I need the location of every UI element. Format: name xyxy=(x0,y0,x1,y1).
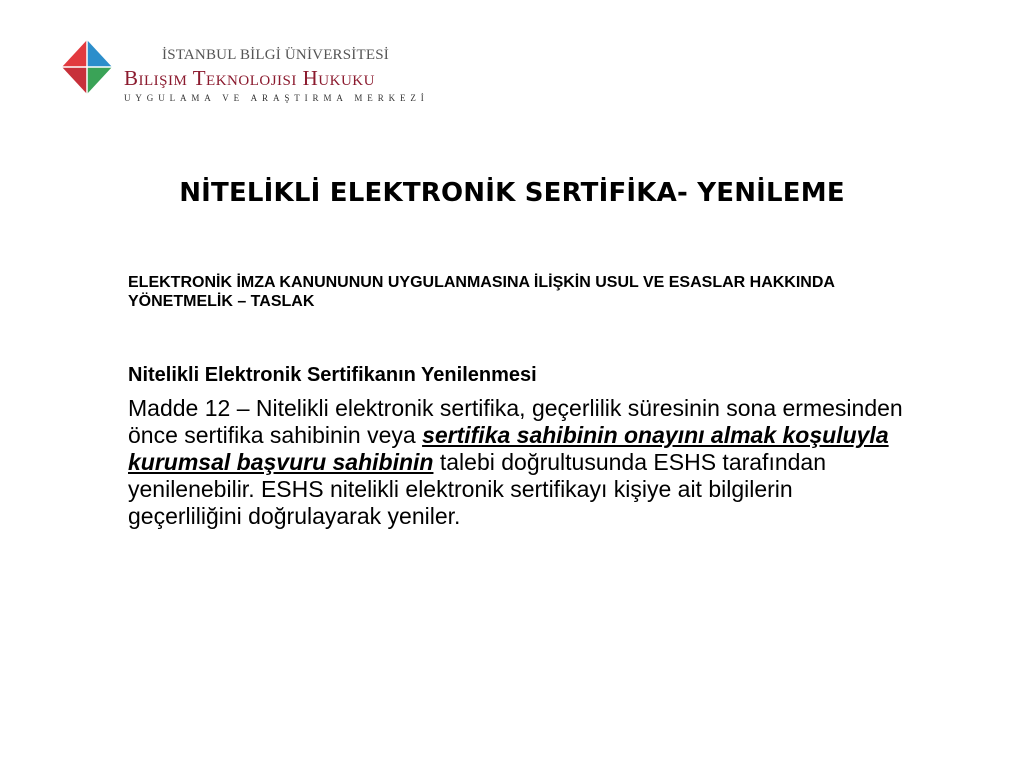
logo-red-lower-triangle xyxy=(62,67,87,94)
article-text-part1: Madde 12 – Nitelikli elektronik sertifika, geçerlilik süresinin sona ermesinden önce sertifika sahibinin veya xyxy=(128,395,903,448)
article-text-part2: talebi doğrultusunda ESHS tarafından yenilenebilir. ESHS nitelikli elektronik sertifikayı kişiye ait bilgilerin geçerliliğini doğrulayarak yeniler. xyxy=(128,449,827,529)
article-emphasis: sertifika sahibinin onayını almak koşuluyla kurumsal başvuru sahibinin xyxy=(128,422,889,475)
university-logo xyxy=(58,38,429,108)
section-heading: Nitelikli Elektronik Sertifikanın Yenilenmesi xyxy=(128,364,537,386)
slide-title: NİTELİKLİ ELEKTRONİK SERTİFİKA- YENİLEME xyxy=(179,178,845,208)
logo-text xyxy=(88,38,429,108)
university-name: İSTANBUL BİLGİ ÜNİVERSİTESİ xyxy=(162,47,389,63)
center-subtitle: UYGULAMA VE ARAŞTIRMA MERKEZİ xyxy=(124,93,429,103)
regulation-title: ELEKTRONİK İMZA KANUNUNUN UYGULANMASINA İLİŞKİN USUL VE ESASLAR HAKKINDA YÖNETMELİK – TASLAK xyxy=(128,274,835,310)
article-text xyxy=(128,395,908,530)
logo-red-triangle xyxy=(62,40,87,67)
center-name: Bilişim Teknolojisi Hukuku xyxy=(124,66,375,90)
slide-body xyxy=(128,273,918,530)
